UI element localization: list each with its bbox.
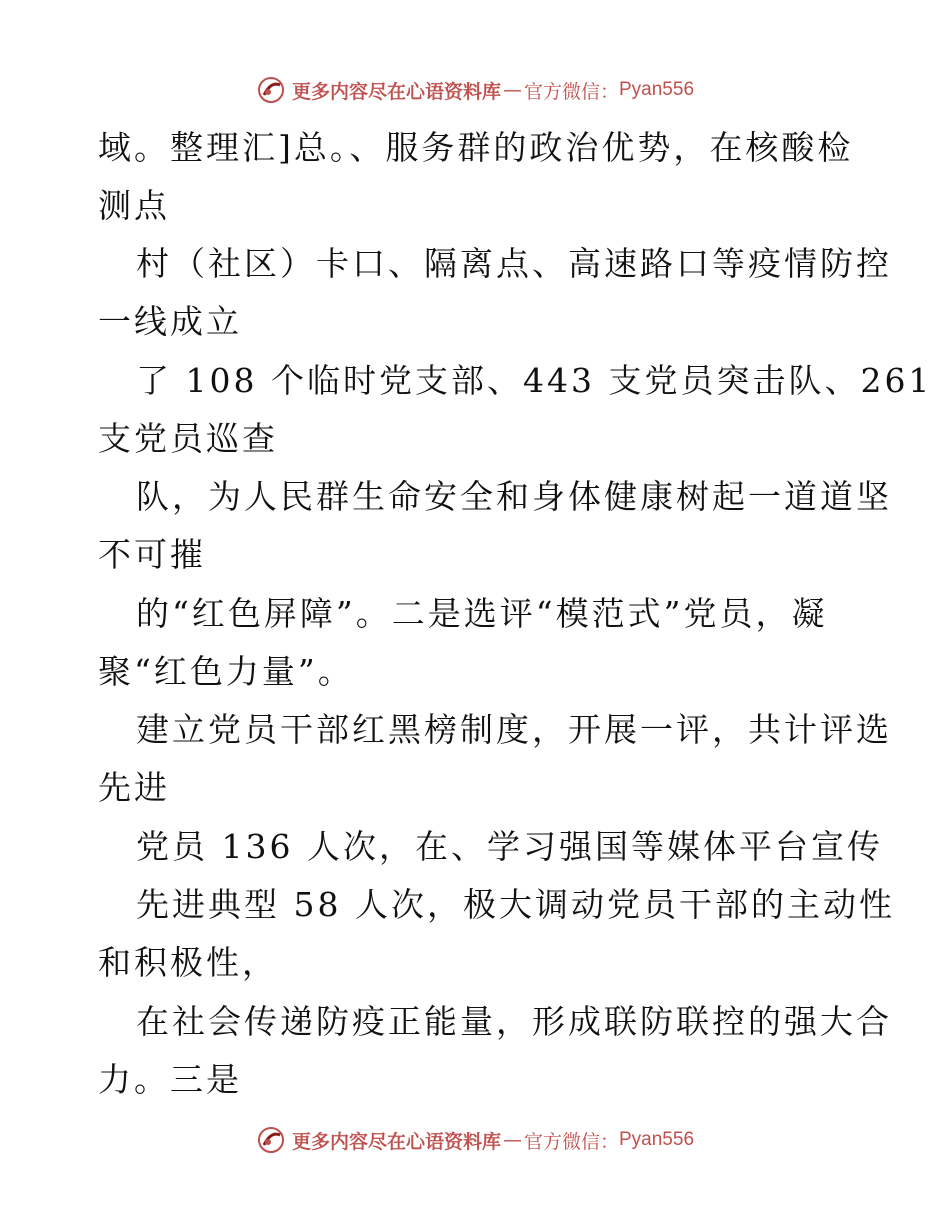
logo-icon bbox=[256, 1125, 286, 1155]
watermark-wechat-id: Pyan556 bbox=[619, 1129, 695, 1150]
body-line: 了 108 个临时党支部、443 支党员突击队、261 bbox=[136, 361, 933, 400]
body-line: 不可摧 bbox=[98, 535, 206, 574]
watermark-separator: — bbox=[502, 79, 522, 101]
footer-watermark bbox=[0, 1120, 950, 1160]
body-line: 和积极性， bbox=[98, 943, 278, 982]
watermark-main-text: 更多内容尽在心语资料库 bbox=[291, 1130, 501, 1153]
watermark-sub-text: 官方微信： bbox=[523, 1130, 619, 1153]
body-line: 力。三是 bbox=[98, 1060, 242, 1099]
body-line: 建立党员干部红黑榜制度，开展一评，共计评选 bbox=[136, 710, 892, 749]
body-line: 先进 bbox=[98, 768, 170, 807]
header-watermark bbox=[0, 70, 950, 110]
body-line: 聚“红色力量”。 bbox=[98, 652, 354, 691]
body-line: 村（社区）卡口、隔离点、高速路口等疫情防控 bbox=[136, 244, 892, 283]
body-line: 在社会传递防疫正能量，形成联防联控的强大合 bbox=[136, 1002, 892, 1041]
body-line: 党员 136 人次，在、学习强国等媒体平台宣传 bbox=[136, 827, 883, 866]
watermark-sub-text: 官方微信： bbox=[523, 80, 619, 103]
body-line: 队，为人民群生命安全和身体健康树起一道道坚 bbox=[136, 477, 892, 516]
body-line: 支党员巡查 bbox=[98, 419, 278, 458]
logo-icon bbox=[256, 75, 286, 105]
body-line: 的“红色屏障”。二是选评“模范式”党员，凝 bbox=[136, 594, 828, 633]
watermark-separator: — bbox=[502, 1129, 522, 1151]
body-line: 一线成立 bbox=[98, 302, 242, 341]
watermark-wechat-id: Pyan556 bbox=[619, 79, 695, 100]
body-line: 域。整理汇]总。、服务群的政治优势，在核酸检 bbox=[98, 128, 854, 167]
watermark-main-text: 更多内容尽在心语资料库 bbox=[291, 80, 501, 103]
body-line: 测点 bbox=[98, 186, 170, 225]
body-line: 先进典型 58 人次，极大调动党员干部的主动性 bbox=[136, 885, 895, 924]
